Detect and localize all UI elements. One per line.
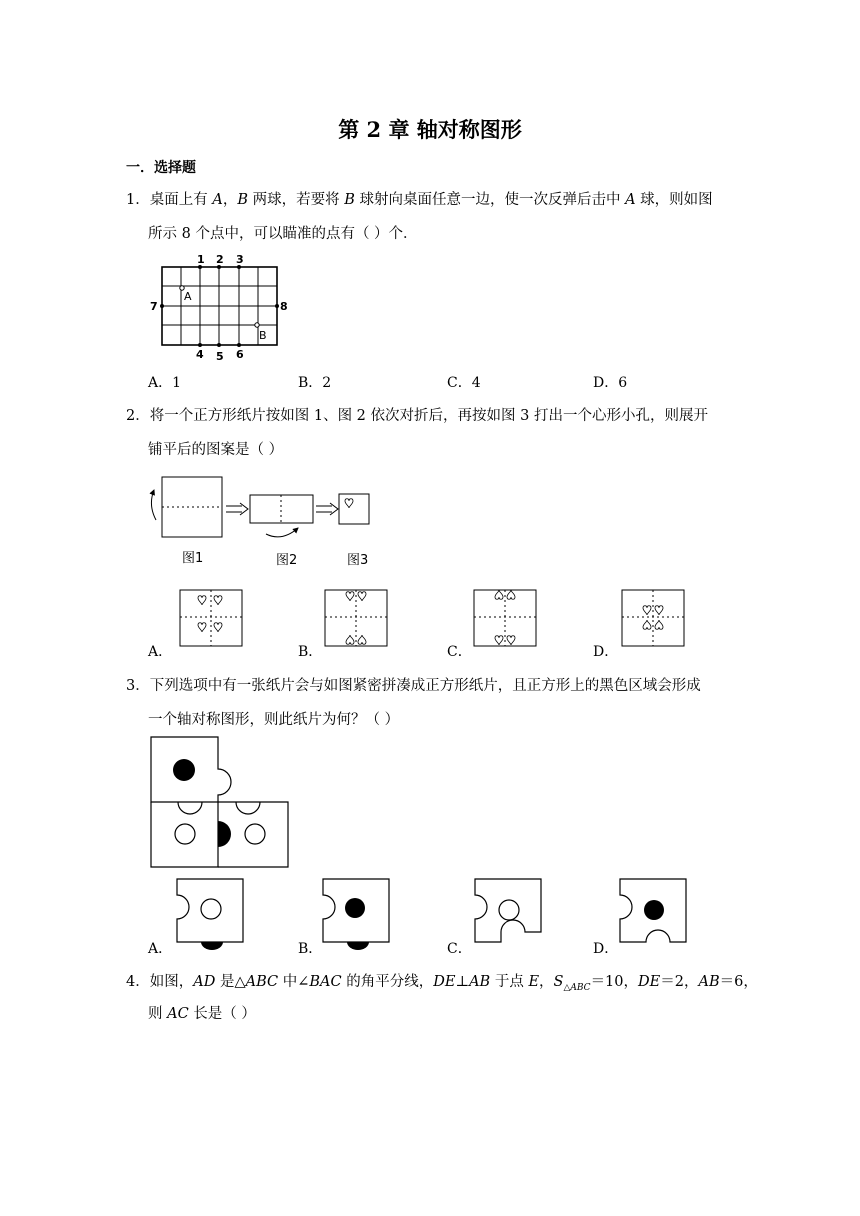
- question-3-line-1: 3．下列选项中有一张纸片会与如图紧密拼凑成正方形纸片，且正方形上的黑色区域会形成: [126, 678, 701, 694]
- option-d[interactable]: D．6: [593, 375, 628, 391]
- option-a-figure: [178, 588, 244, 648]
- option-d-figure: [620, 588, 686, 648]
- section-heading: 一．选择题: [126, 160, 196, 176]
- question-number: 2．: [126, 408, 150, 424]
- option-d[interactable]: D．: [593, 644, 619, 660]
- point-label-2: 2: [216, 253, 224, 266]
- folding-steps-figure: [140, 470, 390, 575]
- question-1-line-2: 所示 8 个点中，可以瞄准的点有（ ）个．: [148, 226, 418, 242]
- option-b-figure: [323, 588, 389, 648]
- option-c[interactable]: C．4: [447, 375, 481, 391]
- point-label-8: 8: [280, 300, 288, 313]
- question-number: 1．: [126, 192, 150, 208]
- question-number: 4．: [126, 974, 150, 990]
- question-2-line-2: 铺平后的图案是（ ）: [148, 442, 284, 458]
- option-c[interactable]: C．: [447, 941, 472, 957]
- ball-label-a: A: [184, 290, 192, 303]
- question-number: 3．: [126, 678, 150, 694]
- page-title: 第 2 章 轴对称图形: [338, 117, 522, 142]
- option-b-piece: [321, 876, 391, 948]
- option-a[interactable]: A．: [148, 941, 173, 957]
- option-a-piece: [175, 876, 245, 948]
- point-label-7: 7: [150, 300, 158, 313]
- option-b[interactable]: B．2: [298, 375, 332, 391]
- question-3-line-2: 一个轴对称图形，则此纸片为何？（ ）: [148, 712, 400, 728]
- option-a[interactable]: A．1: [148, 375, 182, 391]
- point-label-6: 6: [236, 348, 244, 361]
- option-c[interactable]: C．: [447, 644, 472, 660]
- question-2-line-1: 2．将一个正方形纸片按如图 1、图 2 依次对折后，再按如图 3 打出一个心形小孔，则展开: [126, 408, 708, 424]
- point-label-5: 5: [216, 350, 224, 363]
- question-4-line-1: 4．如图，AD 是△ABC 中∠BAC 的角平分线，DE⊥AB 于点 E，$S_{\triangle ABC}=10$，DE＝2，AB＝6，: [126, 974, 758, 993]
- fig-label-2: 图2: [276, 553, 298, 568]
- ball-label-b: B: [259, 329, 267, 342]
- billiard-grid-figure: [145, 250, 295, 363]
- puzzle-figure: [148, 734, 293, 871]
- option-c-piece: [473, 876, 543, 948]
- option-c-figure: [472, 588, 538, 648]
- option-a[interactable]: A．: [148, 644, 173, 660]
- option-d-piece: [618, 876, 688, 948]
- option-d[interactable]: D．: [593, 941, 619, 957]
- fig-label-1: 图1: [182, 551, 204, 566]
- point-label-4: 4: [196, 348, 204, 361]
- option-b[interactable]: B．: [298, 941, 323, 957]
- point-label-1: 1: [197, 253, 205, 266]
- option-b[interactable]: B．: [298, 644, 323, 660]
- fig-label-3: 图3: [347, 553, 369, 568]
- question-4-line-2: 则 AC 长是（ ）: [148, 1006, 256, 1022]
- question-1-line-1: 1．桌面上有 A，B 两球，若要将 B 球射向桌面任意一边，使一次反弹后击中 A 球，则如图: [126, 192, 713, 208]
- point-label-3: 3: [236, 253, 244, 266]
